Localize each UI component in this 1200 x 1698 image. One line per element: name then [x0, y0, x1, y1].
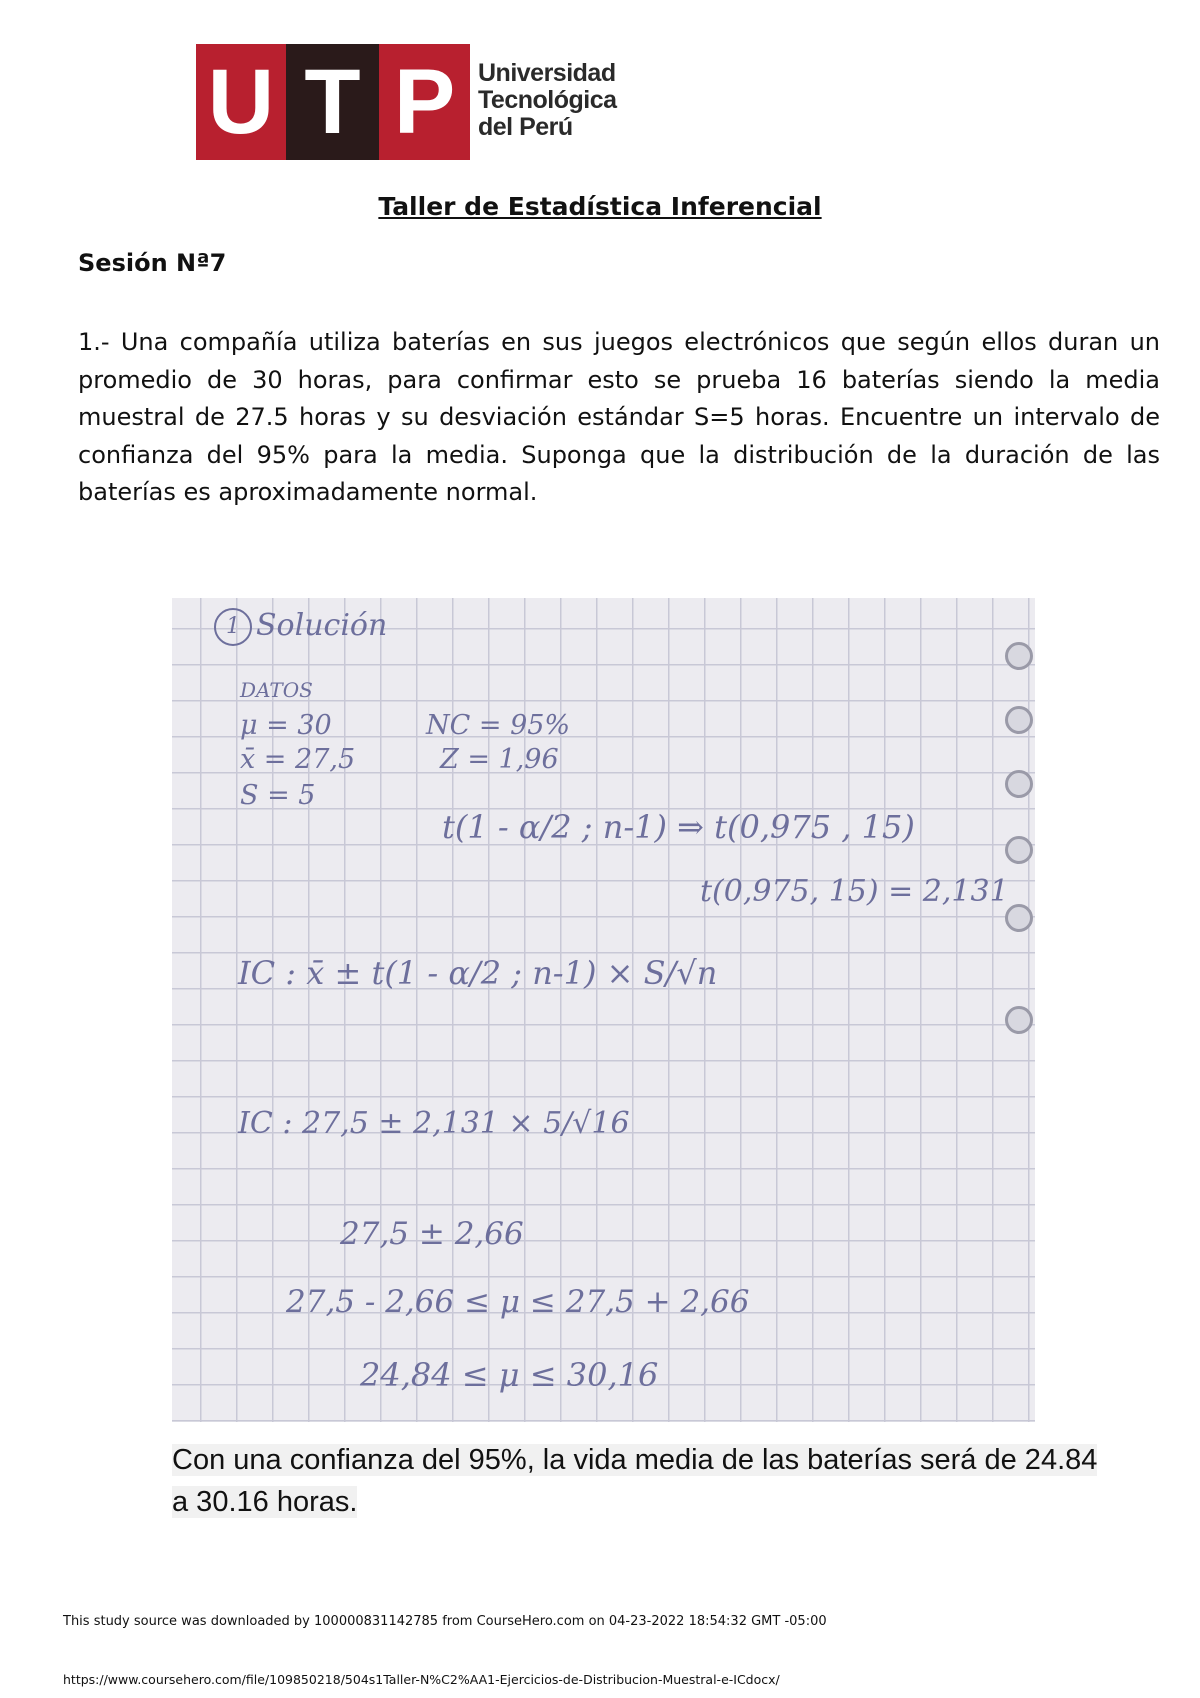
datos-label: DATOS — [240, 678, 313, 702]
logo-university-name — [478, 60, 617, 141]
utp-logo — [196, 44, 616, 162]
source-url[interactable]: https://www.coursehero.com/file/109850218/504s1Taller-N%C2%AA1-Ejercicios-de-Distribucion-Muestral-e-ICdocx/ — [63, 1672, 780, 1687]
handwritten-solution-photo — [172, 598, 1035, 1422]
notebook-ring-icon — [1005, 770, 1033, 798]
t-formula: t(1 - α/2 ; n-1) ⇒ t(0,975 , 15) — [442, 808, 915, 846]
notebook-ring-icon — [1005, 642, 1033, 670]
conclusion-text: Con una confianza del 95%, la vida media de las baterías será de 24.84 a 30.16 horas. — [172, 1444, 1098, 1518]
mu-value: μ = 30 — [240, 710, 332, 741]
t-value: t(0,975, 15) = 2,131 — [700, 874, 1009, 909]
problem-statement: 1.- Una compañía utiliza baterías en sus juegos electrónicos que según ellos duran un promedio de 30 horas, para confirmar esto se prueba 16 baterías siendo la media muestral de 27.5 horas y su desviación estándar S=5 horas. Encuentre un intervalo de confianza del 95% para la media. Suponga que la distribución de la duración de las baterías es aproximadamente normal. — [78, 328, 1160, 506]
xbar-value: x̄ = 27,5 — [240, 744, 356, 775]
z-value: Z = 1,96 — [440, 744, 559, 775]
session-heading: Sesión Nª7 — [78, 249, 227, 277]
solution-heading: Solución — [256, 608, 388, 643]
document-title: Taller de Estadística Inferencial — [378, 192, 822, 221]
notebook-ring-icon — [1005, 836, 1033, 864]
ic-result: 27,5 ± 2,66 — [340, 1216, 524, 1252]
notebook-ring-icon — [1005, 904, 1033, 932]
source-notice: This study source was downloaded by 100000831142785 from CourseHero.com on 04-23-2022 18:54:32 GMT -05:00 — [63, 1614, 827, 1629]
ic-substitution: IC : 27,5 ± 2,131 × 5/√16 — [238, 1106, 630, 1141]
logo-letter-t: T — [286, 44, 379, 160]
logo-letter-u: U — [196, 44, 286, 160]
ic-formula: IC : x̄ ± t(1 - α/2 ; n-1) × S/√n — [238, 954, 718, 992]
logo-name-line-1: Universidad — [478, 59, 616, 87]
notebook-ring-icon — [1005, 706, 1033, 734]
notebook-ring-icon — [1005, 1006, 1033, 1034]
logo-name-line-3: del Perú — [478, 113, 573, 141]
interval-final: 24,84 ≤ μ ≤ 30,16 — [360, 1356, 659, 1394]
solution-number: 1 — [214, 608, 252, 646]
nc-value: NC = 95% — [426, 710, 571, 741]
s-value: S = 5 — [240, 780, 316, 811]
logo-name-line-2: Tecnológica — [478, 86, 617, 114]
logo-letter-p: P — [379, 44, 470, 160]
interval-calculation: 27,5 - 2,66 ≤ μ ≤ 27,5 + 2,66 — [286, 1284, 750, 1320]
conclusion-caption — [172, 1439, 1112, 1523]
